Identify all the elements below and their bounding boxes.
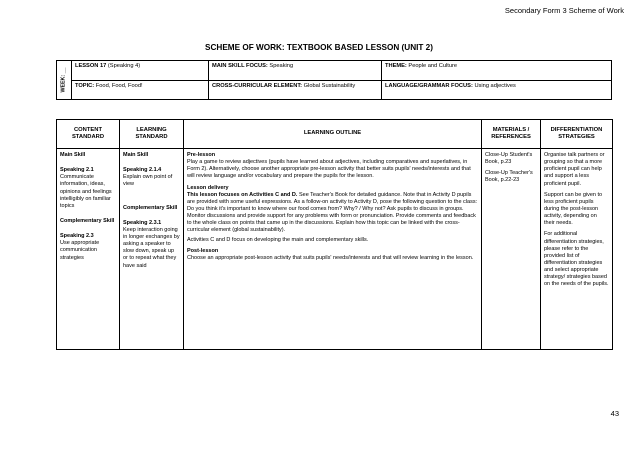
cross-curricular-value: Global Sustainability [303,82,356,89]
learning-standard-cell [120,149,184,350]
learning-comp-skill-text: Keep interaction going in longer exchanges by asking a speaker to slow down, speak up or to repeat what they have said [123,226,180,269]
differentiation-text-1: Organise talk partners or grouping so that a more proficient pupil can help and support a less proficient pupil. [544,152,605,187]
page-number: 43 [610,409,619,418]
content-comp-skill-heading: Complementary Skill [60,217,115,224]
language-label: LANGUAGE/GRAMMAR FOCUS: [385,82,473,89]
lesson-plan-table [56,119,613,350]
lesson-info-table [56,60,612,100]
content-main-skill-text: Communicate information, ideas, opinions and feelings intelligibly on familiar topics [60,174,112,209]
lesson-cell [72,61,209,81]
content-main-skill-heading: Main Skill [60,152,86,158]
cross-curricular-label: CROSS-CURRICULAR ELEMENT: [212,82,303,89]
language-value: Using adjectives [474,82,516,89]
content-standard-header: CONTENT STANDARD [57,120,120,149]
theme-cell [382,61,612,81]
differentiation-cell [541,149,613,350]
pre-lesson-heading: Pre-lesson [187,152,216,158]
learning-comp-skill-code: Speaking 2.3.1 [123,219,162,226]
lesson-delivery-focus: This lesson focuses on Activities C and D. [187,191,298,198]
lesson-value: (Speaking 4) [107,63,141,69]
content-comp-skill-text: Use appropriate communication strategies [60,240,100,261]
main-skill-cell [209,61,382,81]
materials-ref-2: Close-Up Teacher's Book, p.22-23 [485,170,533,184]
lesson-label: LESSON 17 [75,63,107,69]
week-label: WEEK: __ [60,67,67,93]
materials-cell [482,149,541,350]
content-standard-cell [57,149,120,350]
learning-main-skill-heading: Main Skill [123,152,149,158]
learning-main-skill-text: Explain own point of view [123,174,173,188]
materials-header: MATERIALS / REFERENCES [482,120,541,149]
theme-label: THEME: [385,63,407,69]
content-comp-skill-code: Speaking 2.3 [60,233,94,240]
learning-outline-header: LEARNING OUTLINE [184,120,482,149]
lesson-delivery-heading: Lesson delivery [187,184,229,191]
main-skill-label: MAIN SKILL FOCUS: [212,63,268,69]
pre-lesson-text: Play a game to review adjectives (pupils have learned about adjectives, including comparatives and superlatives, in Form 2). Alternatively, choose another appropriate pre-lesson activity that better suits pupils' needs/interests and that will review language and/or vocabulary and prepare the pupils for the lesson. [187,159,471,180]
week-cell [57,61,72,100]
learning-comp-skill-heading: Complementary Skill [123,204,178,211]
differentiation-text-2: Support can be given to less proficient pupils during the post-lesson activity, depending on their needs. [544,191,603,227]
language-cell [382,80,612,100]
topic-value: Food, Food, Food! [95,82,143,89]
cross-curricular-cell [209,80,382,100]
document-header: Secondary Form 3 Scheme of Work [504,6,624,15]
lesson-delivery-text: See Teacher's Book for detailed guidance. Note that in Activity D pupils are provided with some useful expressions. As a follow-on activity to Activity D, pose the following question to the class: Do you think it's important to know where our food comes from? Why? / Why not? Ask pupils to discuss in groups. Monitor discussions and provide support for any problems with form or pronunciation. Provide comments and feedback to the whole class on points that came up in the discussions. Explain how this topic can be linked with the cross-curricular element (global sustainability). [187,191,478,234]
content-main-skill-code: Speaking 2.1 [60,167,94,174]
materials-ref-1: Close-Up Student's Book, p.23 [485,152,533,166]
lesson-delivery-text-2: Activities C and D focus on developing the main and complementary skills. [187,236,369,243]
topic-cell [72,80,209,100]
page-title: SCHEME OF WORK: TEXTBOOK BASED LESSON (UNIT 2) [205,43,433,52]
learning-main-skill-code: Speaking 2.1.4 [123,167,162,174]
post-lesson-heading: Post-lesson [187,247,219,254]
post-lesson-text: Choose an appropriate post-lesson activity that suits pupils' needs/interests and that will review learning in the lesson. [187,254,474,261]
theme-value: People and Culture [408,63,458,69]
differentiation-header: DIFFERENTIATION STRATEGIES [541,120,613,149]
learning-outline-cell [184,149,482,350]
topic-label: TOPIC: [75,82,95,89]
learning-standard-header: LEARNING STANDARD [120,120,184,149]
main-skill-value: Speaking [269,63,294,69]
differentiation-text-3: For additional differentiation strategies, please refer to the provided list of differentiation strategies and select appropriate strategy/ strategies based on the needs of the pupils. [544,231,609,288]
